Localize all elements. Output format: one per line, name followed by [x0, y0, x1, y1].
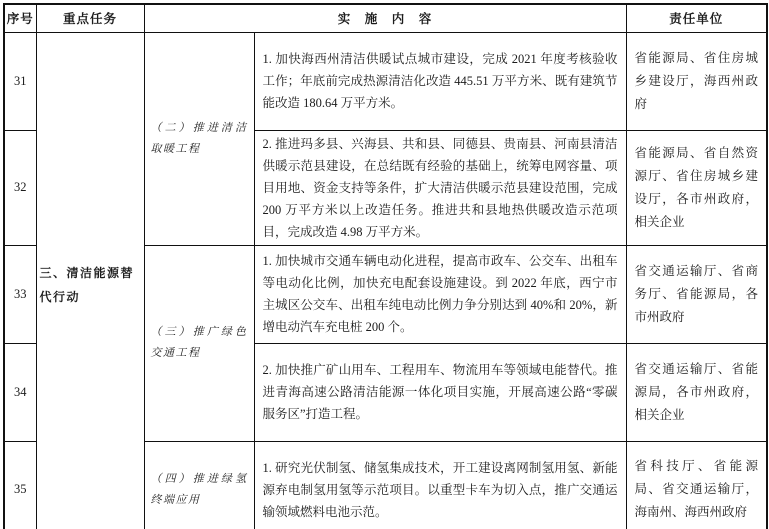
responsible-cell: 省交通运输厅、省能源局，各市州政府，相关企业 [626, 343, 767, 441]
content-cell: 2. 加快推广矿山用车、工程用车、物流用车等领域电能替代。推进青海高速公路清洁能源一体化项目实施，开展高速公路“零碳服务区”打造工程。 [254, 343, 626, 441]
content-cell: 2. 推进玛多县、兴海县、共和县、同德县、贵南县、河南县清洁供暖示范县建设，在总结既有经验的基础上，统筹电网容量、项目用地、资金支持等条件，扩大清洁供暖示范县建设范围，完成 200 万平方米以上改造任务。推进共和县地热供暖改造示范项目，完成改造 4.98 万平方米。 [254, 130, 626, 245]
subtask-cell-transport: （三）推广绿色交通工程 [144, 245, 254, 441]
responsible-cell: 省能源局、省住房城乡建设厅，海西州政府 [626, 32, 767, 130]
responsible-cell: 省交通运输厅、省商务厅、省能源局，各市州政府 [626, 245, 767, 343]
row-number: 31 [4, 32, 36, 130]
content-cell: 1. 加快城市交通车辆电动化进程，提高市政车、公交车、出租车等电动化比例，加快充电配套设施建设。到 2022 年底，西宁市主城区公交车、出租车纯电动比例力争分别达到 40%和 20%，新增电动汽车充电桩 200 个。 [254, 245, 626, 343]
header-col-task: 重点任务 [36, 4, 144, 32]
subtask-cell-heating: （二）推进清洁取暖工程 [144, 32, 254, 245]
row-number: 34 [4, 343, 36, 441]
header-col-resp: 责任单位 [626, 4, 767, 32]
responsible-cell: 省科技厅、省能源局、省交通运输厅，海南州、海西州政府 [626, 441, 767, 529]
content-cell: 1. 研究光伏制氢、储氢集成技术，开工建设离网制氢用氢、新能源弃电制氢用氢等示范项目。以重型卡车为切入点，推广交通运输领域燃料电池示范。 [254, 441, 626, 529]
task-group-cell: 三、清洁能源替代行动 [36, 32, 144, 529]
subtask-cell-hydrogen: （四）推进绿氢终端应用 [144, 441, 254, 529]
task-table [3, 3, 768, 529]
row-number: 33 [4, 245, 36, 343]
row-number: 35 [4, 441, 36, 529]
content-cell: 1. 加快海西州清洁供暖试点城市建设，完成 2021 年度考核验收工作；年底前完成热源清洁化改造 445.51 万平方米、既有建筑节能改造 180.64 万平方米。 [254, 32, 626, 130]
header-row [4, 4, 767, 32]
table-row-31 [4, 32, 767, 130]
responsible-cell: 省能源局、省自然资源厅、省住房城乡建设厅，各市州政府，相关企业 [626, 130, 767, 245]
row-number: 32 [4, 130, 36, 245]
header-col-num: 序号 [4, 4, 36, 32]
header-col-content: 实 施 内 容 [144, 4, 626, 32]
